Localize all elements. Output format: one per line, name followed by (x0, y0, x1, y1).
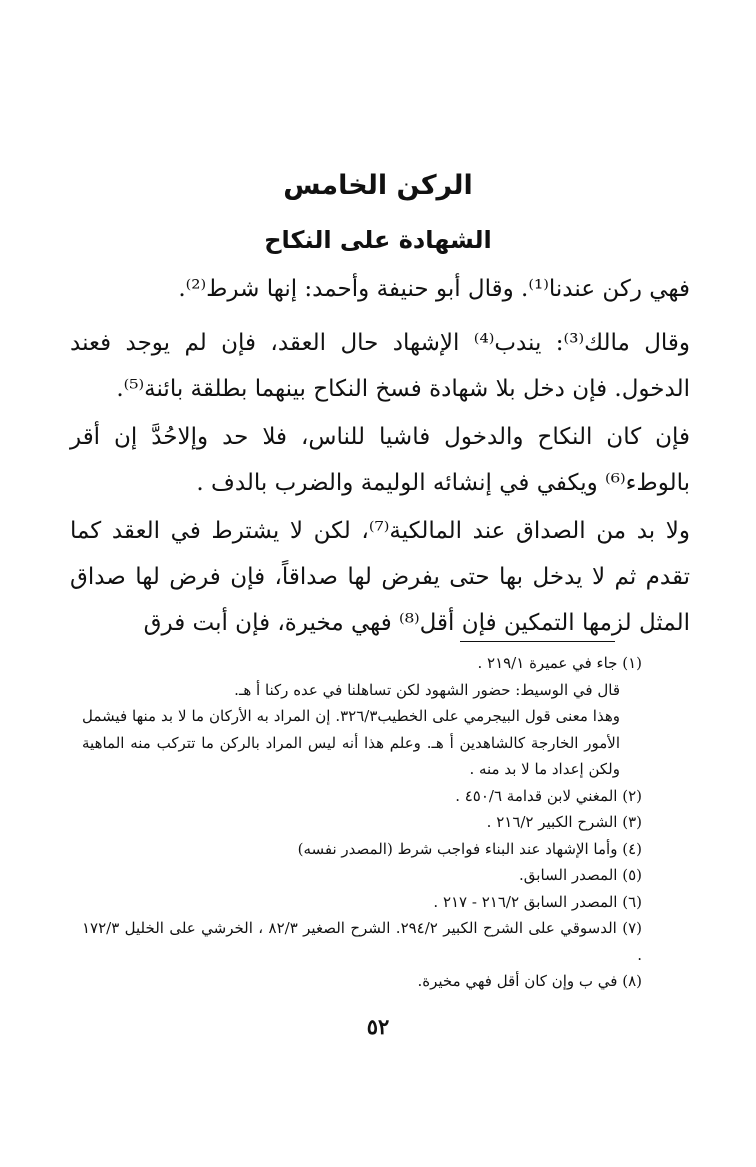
paragraph-2 (70, 320, 690, 412)
footnote-1-note-2: وهذا معنى قول البيجرمي على الخطيب٣٢٦/٣. إن المراد به الأركان ما لا بد منها فيشمل الأمور الخارجة كالشاهدين أ هـ. وعلم هذا أنه ليس المراد بالركن ما تتركب منه الماهية ولكن إعداد ما لا بد منه . (82, 707, 621, 778)
paragraph-1 (70, 266, 690, 312)
paragraph-text: وقال مالك⁽³⁾: يندب⁽⁴⁾ الإشهاد حال العقد، فإن لم يوجد فعند الدخول. فإن دخل بلا شهادة فسخ النكاح بينهما بطلقة بائنة⁽⁵⁾. (70, 330, 691, 402)
section-subheading: الشهادة على النكاح (264, 226, 492, 254)
footnote-6: (٦) المصدر السابق ٢١٦/٢ - ٢١٧ . (433, 892, 642, 911)
section-heading: الركن الخامس (283, 170, 473, 201)
footnote-divider (460, 641, 615, 642)
page-number: ٥٢ (366, 1014, 390, 1039)
footnote-7: (٧) الدسوقي على الشرح الكبير ٢٩٤/٢. الشرح الصغير ٨٢/٣ ، الخرشي على الخليل ١٧٢/٣ . (82, 919, 643, 964)
footnote-8: (٨) في ب وإن كان أقل فهي مخيرة. (417, 972, 642, 990)
footnote-4: (٤) وأما الإشهاد عند البناء فواجب شرط (المصدر نفسه) (297, 839, 642, 858)
paragraph-text: فهي ركن عندنا⁽¹⁾. وقال أبو حنيفة وأحمد: إنها شرط⁽²⁾. (178, 276, 690, 302)
paragraph-text: فإن كان النكاح والدخول فاشيا للناس، فلا حد وإلاحُدَّ إن أقر بالوطء⁽⁶⁾ ويكفي في إنشائه الوليمة والضرب بالدف . (70, 424, 690, 496)
paragraph-3 (70, 414, 690, 506)
footnote-1: (١) جاء في عميرة ٢١٩/١ . (477, 654, 642, 672)
footnotes (82, 650, 642, 995)
footnote-2: (٢) المغني لابن قدامة ٤٥٠/٦ . (455, 786, 642, 805)
footnote-1-note-1: قال في الوسيط: حضور الشهود لكن تساهلنا في عده ركنا أ هـ. (234, 680, 620, 699)
footnote-3: (٣) الشرح الكبير ٢١٦/٢ . (486, 813, 642, 831)
footnote-5: (٥) المصدر السابق. (519, 866, 642, 884)
paragraph-4 (70, 508, 690, 646)
paragraph-text: ولا بد من الصداق عند المالكية⁽⁷⁾، لكن لا يشترط في العقد كما تقدم ثم لا يدخل بها حتى يفرض لها صداقاً، فإن فرض لها صداق المثل لزمها التمكين فإن أقل⁽⁸⁾ فهي مخيرة، فإن أبت فرق (70, 518, 690, 636)
